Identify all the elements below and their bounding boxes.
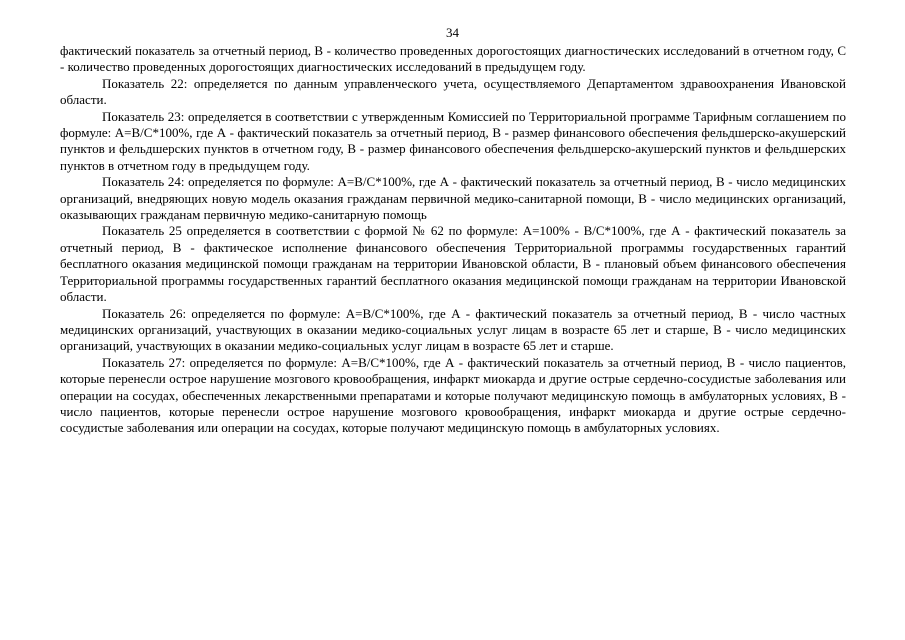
paragraph-indicator-26: Показатель 26: определяется по формуле: А=В/С*100%, где А - фактический показатель за отчетный период, В - число частных медицинских организаций, участвующих в оказании медико-социальных услуг лицам в возрасте 65 лет и старше, В - число медицинских организаций, участвующих в оказании медико-социальных услуг лицам в возрасте 65 лет и старше.	[60, 305, 846, 354]
paragraph-indicator-25: Показатель 25 определяется в соответствии с формой № 62 по формуле: А=100% - В/С*100%, где А - фактический показатель за отчетный период, В - фактическое исполнение финансового обеспечения Территориальной программы государственных гарантий бесплатного оказания медицинской помощи гражданам на территории Ивановской области, В - плановый объем финансового обеспечения Территориальной программы государственных гарантий бесплатного оказания медицинской помощи гражданам на территории Ивановской области.	[60, 223, 846, 305]
paragraph-indicator-24: Показатель 24: определяется по формуле: А=В/С*100%, где А - фактический показатель за отчетный период, В - число медицинских организаций, внедряющих новую модель оказания гражданам первичной медико-санитарной помощи, В - число медицинских организаций, оказывающих гражданам первичную медико-санитарную помощь	[60, 174, 846, 223]
document-body	[60, 43, 846, 437]
paragraph-indicator-27: Показатель 27: определяется по формуле: А=В/С*100%, где А - фактический показатель за отчетный период, В - число пациентов, которые перенесли острое нарушение мозгового кровообращения, инфаркт миокарда и другие острые сердечно-сосудистые заболевания или операции на сосудах, обеспеченных лекарственными препаратами и которые получают медицинскую помощь в амбулаторных условиях, В - число пациентов, которые перенесли острое нарушение мозгового кровообращения, инфаркт миокарда и другие острые сердечно-сосудистые заболевания или операции на сосудах, которые получают медицинскую помощь в амбулаторных условиях.	[60, 354, 846, 436]
paragraph-indicator-23: Показатель 23: определяется в соответствии с утвержденным Комиссией по Территориальной программе Тарифным соглашением по формуле: А=В/С*100%, где А - фактический показатель за отчетный период, В - размер финансового обеспечения фельдшерско-акушерский пунктов и фельдшерских пунктов в отчетном году, В - размер финансового обеспечения фельдшерско-акушерский пунктов и фельдшерских пунктов в отчетном году в предыдущем году.	[60, 108, 846, 173]
paragraph-indicator-22: Показатель 22: определяется по данным управленческого учета, осуществляемого Департаментом здравоохранения Ивановской области.	[60, 75, 846, 108]
page-number: 34	[446, 25, 459, 40]
paragraph-continuation: фактический показатель за отчетный период, В - количество проведенных дорогостоящих диагностических исследований в отчетном году, С - количество проведенных дорогостоящих диагностических исследований в предыдущем году.	[60, 43, 846, 75]
